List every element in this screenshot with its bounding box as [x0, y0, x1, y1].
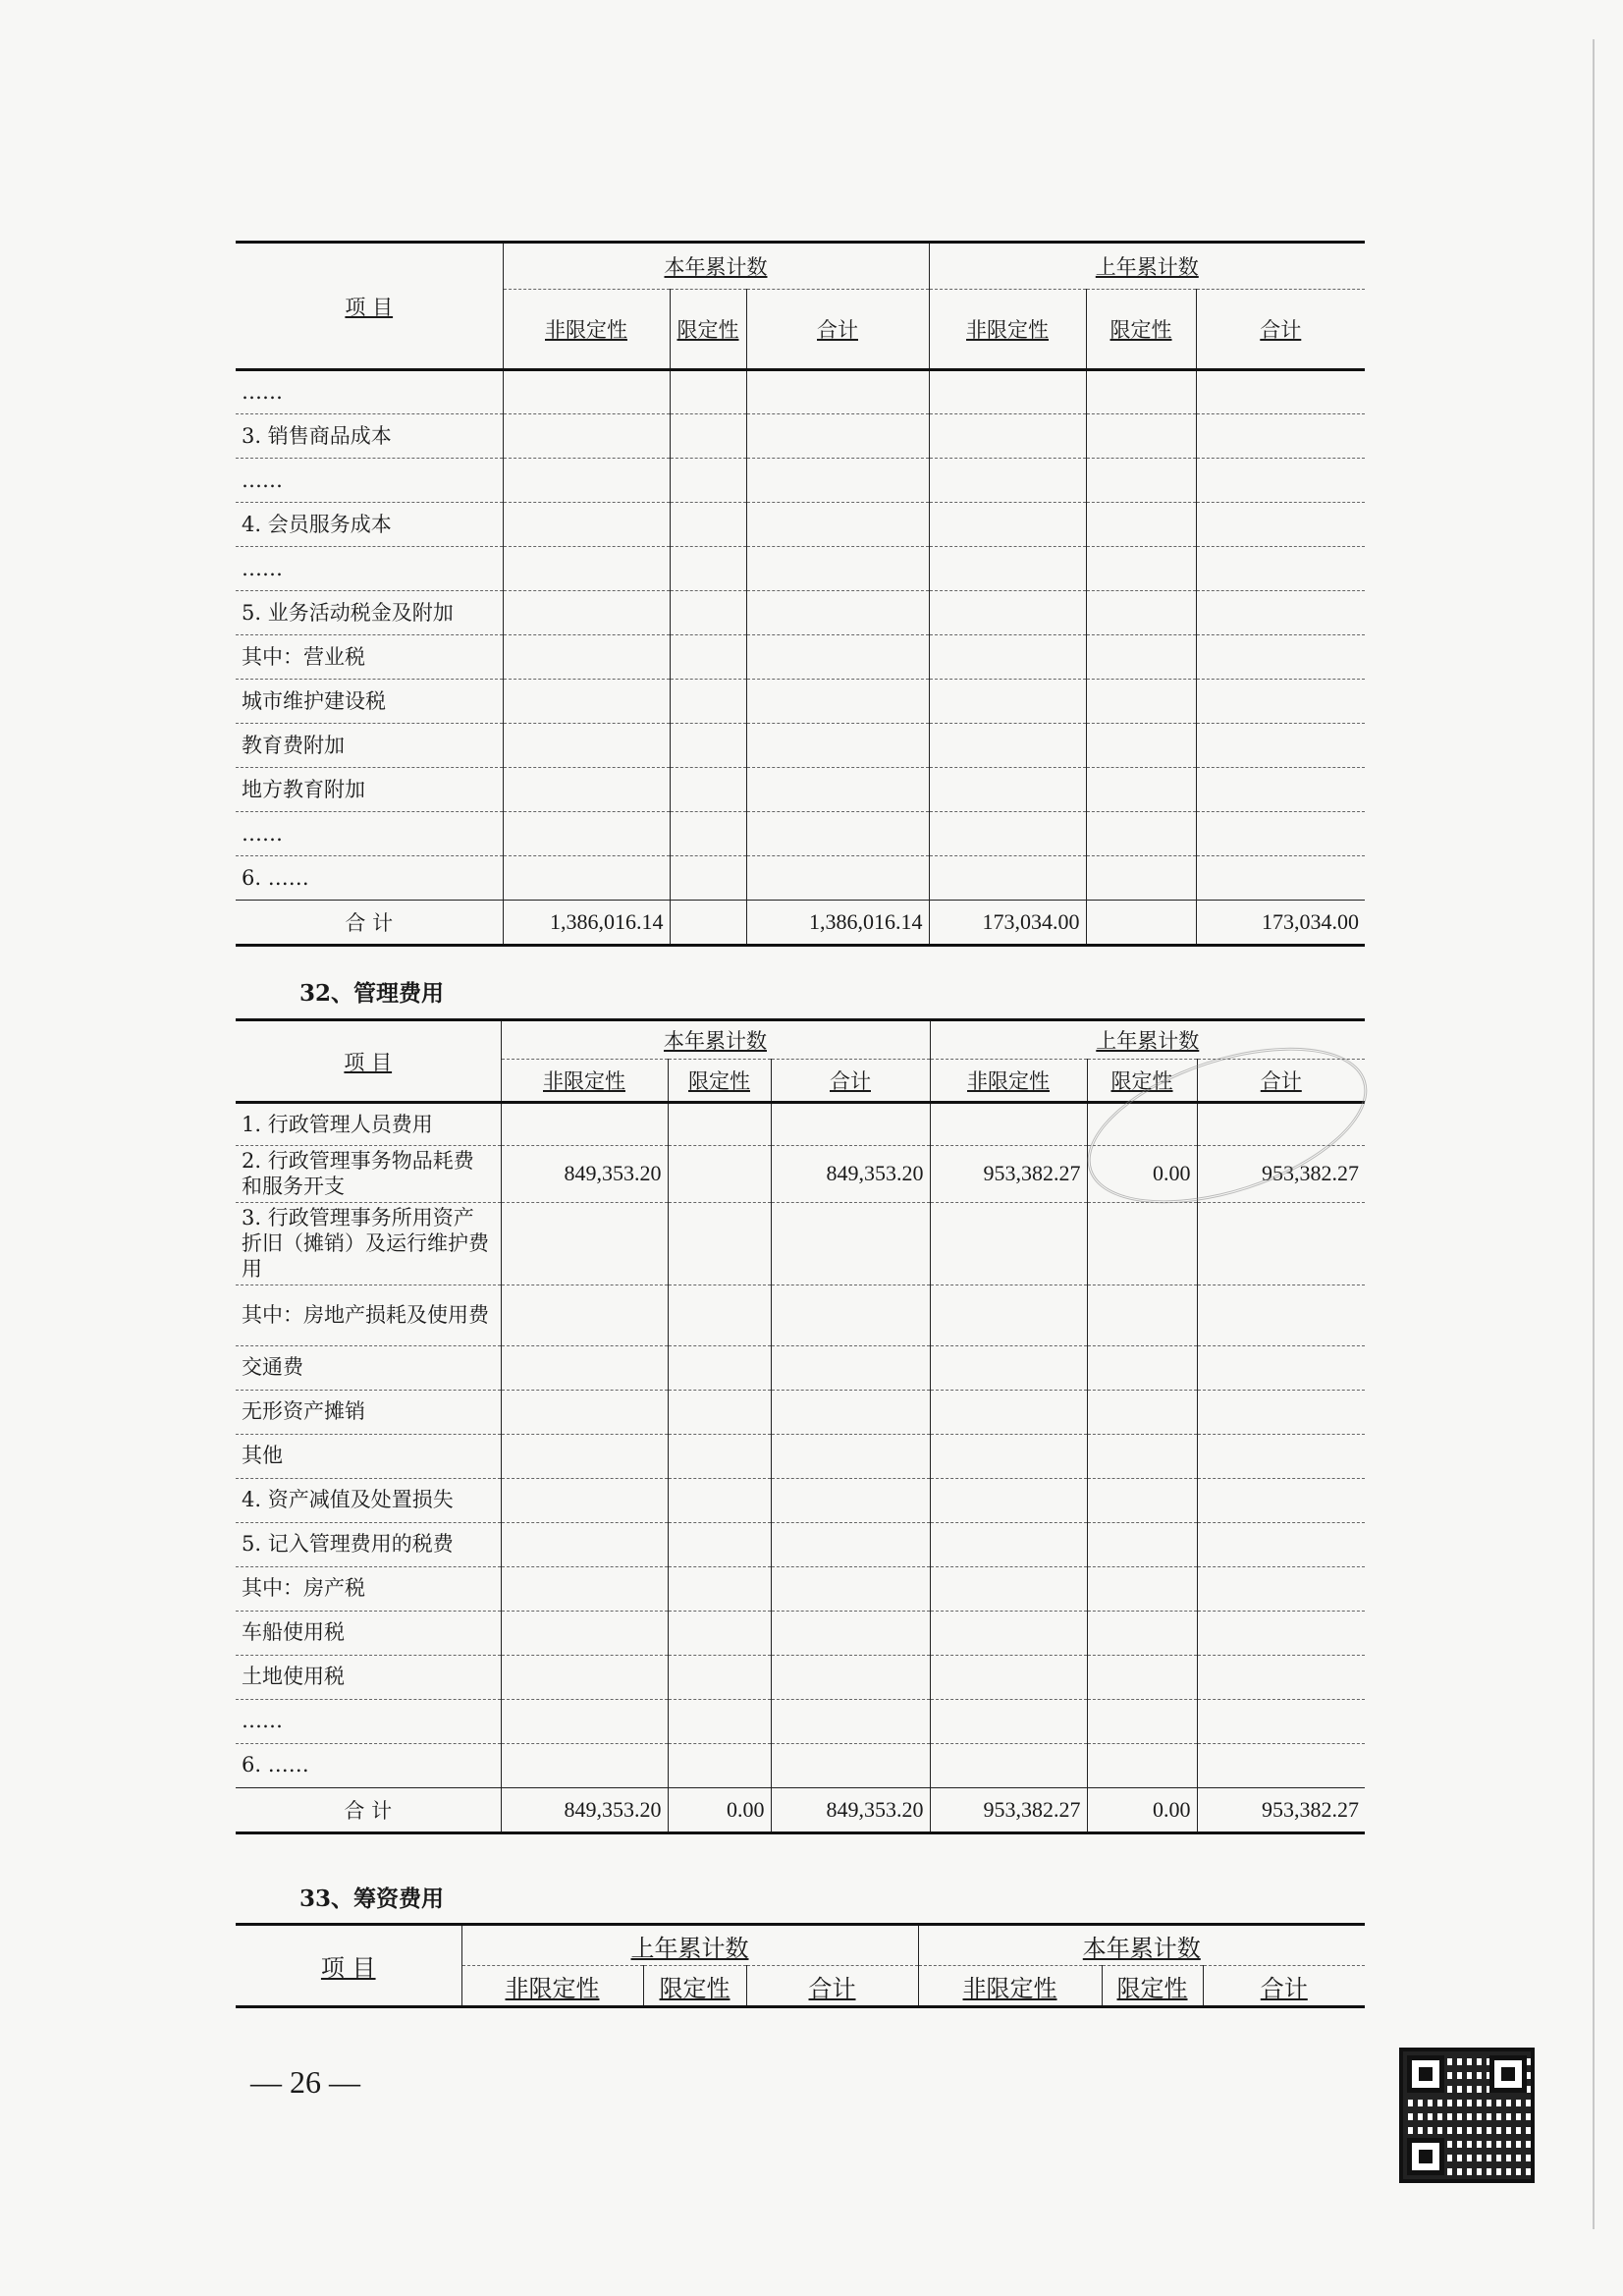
- row-label: 城市维护建设税: [236, 680, 503, 724]
- table-32-total-row: [236, 1787, 1365, 1832]
- value-cell: [670, 414, 746, 459]
- value-cell: [668, 1743, 771, 1787]
- value-cell: [1197, 1285, 1365, 1345]
- value-cell: [746, 768, 929, 812]
- value-cell: [668, 1478, 771, 1522]
- t33-header-total-1: 合计: [746, 1966, 918, 2007]
- total-prev-restricted: [1086, 901, 1196, 946]
- value-cell: [930, 1390, 1087, 1434]
- row-label: 3. 行政管理事务所用资产折旧（摊销）及运行维护费用: [236, 1202, 501, 1285]
- t32-total-prev-unrestricted: 953,382.27: [930, 1787, 1087, 1832]
- value-cell: [746, 547, 929, 591]
- value-cell: [668, 1202, 771, 1285]
- value-cell: [503, 370, 670, 414]
- t33-header-total-2: 合计: [1203, 1966, 1365, 2007]
- table-31: [236, 241, 1365, 947]
- value-cell: [746, 724, 929, 768]
- value-cell: 0.00: [1087, 1146, 1197, 1203]
- value-cell: [1086, 591, 1196, 635]
- value-cell: [503, 680, 670, 724]
- row-label: 其他: [236, 1434, 501, 1478]
- value-cell: [501, 1655, 668, 1699]
- row-label: 6. ……: [236, 1743, 501, 1787]
- table-32-row: [236, 1611, 1365, 1655]
- value-cell: [1196, 459, 1365, 503]
- header-prev-total: 合计: [1196, 290, 1365, 370]
- value-cell: [501, 1743, 668, 1787]
- total-label: 合 计: [236, 901, 503, 946]
- row-label: ……: [236, 370, 503, 414]
- value-cell: [930, 1103, 1087, 1146]
- row-label: 3. 销售商品成本: [236, 414, 503, 459]
- value-cell: [1086, 724, 1196, 768]
- value-cell: [668, 1390, 771, 1434]
- value-cell: [930, 1743, 1087, 1787]
- value-cell: [1196, 414, 1365, 459]
- value-cell: [1196, 591, 1365, 635]
- header-cur-total: 合计: [746, 290, 929, 370]
- row-label: 5. 记入管理费用的税费: [236, 1522, 501, 1566]
- value-cell: [501, 1478, 668, 1522]
- t33-header-item: 项 目: [236, 1925, 461, 2007]
- value-cell: [746, 812, 929, 856]
- header-cur-restricted: 限定性: [670, 290, 746, 370]
- value-cell: [1086, 680, 1196, 724]
- table-31-row: [236, 680, 1365, 724]
- value-cell: [668, 1434, 771, 1478]
- row-label: 无形资产摊销: [236, 1390, 501, 1434]
- value-cell: [771, 1699, 930, 1743]
- header-cur-unrestricted: 非限定性: [503, 290, 670, 370]
- value-cell: [1087, 1390, 1197, 1434]
- header-previous-year: 上年累计数: [929, 243, 1365, 290]
- table-31-body: [236, 370, 1365, 901]
- table-31-row: [236, 459, 1365, 503]
- value-cell: [1087, 1478, 1197, 1522]
- value-cell: 953,382.27: [930, 1146, 1087, 1203]
- value-cell: [1086, 370, 1196, 414]
- value-cell: [1087, 1345, 1197, 1390]
- t32-total-label: 合 计: [236, 1787, 501, 1832]
- value-cell: [668, 1146, 771, 1203]
- value-cell: [668, 1285, 771, 1345]
- row-label: 其中：营业税: [236, 635, 503, 680]
- value-cell: [501, 1285, 668, 1345]
- value-cell: [501, 1434, 668, 1478]
- row-label: ……: [236, 547, 503, 591]
- value-cell: [503, 724, 670, 768]
- value-cell: [501, 1390, 668, 1434]
- value-cell: [1196, 768, 1365, 812]
- value-cell: [1087, 1285, 1197, 1345]
- table-32-row: [236, 1434, 1365, 1478]
- header-current-year: 本年累计数: [503, 243, 929, 290]
- table-31-container: [236, 241, 1365, 947]
- value-cell: [771, 1345, 930, 1390]
- table-32-row: [236, 1390, 1365, 1434]
- value-cell: [1197, 1699, 1365, 1743]
- table-32-row: [236, 1743, 1365, 1787]
- value-cell: [930, 1566, 1087, 1611]
- value-cell: [1087, 1522, 1197, 1566]
- t32-total-prev-restricted: 0.00: [1087, 1787, 1197, 1832]
- section-32-title: 32、管理费用: [299, 980, 445, 1007]
- value-cell: [668, 1522, 771, 1566]
- value-cell: [501, 1103, 668, 1146]
- table-31-row: [236, 591, 1365, 635]
- table-31-row: [236, 503, 1365, 547]
- value-cell: [930, 1611, 1087, 1655]
- value-cell: [668, 1103, 771, 1146]
- value-cell: [1086, 768, 1196, 812]
- value-cell: [670, 459, 746, 503]
- value-cell: [746, 370, 929, 414]
- value-cell: [930, 1522, 1087, 1566]
- value-cell: [501, 1699, 668, 1743]
- t32-header-prev-unrestricted: 非限定性: [930, 1060, 1087, 1103]
- value-cell: [929, 591, 1086, 635]
- header-prev-unrestricted: 非限定性: [929, 290, 1086, 370]
- value-cell: [1196, 503, 1365, 547]
- value-cell: [1197, 1743, 1365, 1787]
- value-cell: [1196, 856, 1365, 901]
- value-cell: [668, 1655, 771, 1699]
- value-cell: [670, 547, 746, 591]
- value-cell: [670, 724, 746, 768]
- header-prev-restricted: 限定性: [1086, 290, 1196, 370]
- value-cell: [1197, 1655, 1365, 1699]
- t32-header-previous-year: 上年累计数: [930, 1020, 1365, 1060]
- value-cell: [930, 1655, 1087, 1699]
- value-cell: [1087, 1202, 1197, 1285]
- row-label: 4. 资产减值及处置损失: [236, 1478, 501, 1522]
- table-32-row: [236, 1478, 1365, 1522]
- t33-header-second-group: 本年累计数: [918, 1925, 1365, 1966]
- row-label: ……: [236, 459, 503, 503]
- table-31-row: [236, 635, 1365, 680]
- value-cell: [929, 547, 1086, 591]
- value-cell: [929, 812, 1086, 856]
- value-cell: [670, 856, 746, 901]
- value-cell: [929, 370, 1086, 414]
- value-cell: [930, 1345, 1087, 1390]
- value-cell: [1086, 503, 1196, 547]
- t32-total-cur-restricted: 0.00: [668, 1787, 771, 1832]
- value-cell: [503, 768, 670, 812]
- value-cell: [1086, 812, 1196, 856]
- t32-total-cur-unrestricted: 849,353.20: [501, 1787, 668, 1832]
- value-cell: 849,353.20: [501, 1146, 668, 1203]
- value-cell: [1197, 1566, 1365, 1611]
- value-cell: [670, 370, 746, 414]
- t32-header-cur-total: 合计: [771, 1060, 930, 1103]
- page-number: — 26 —: [250, 2064, 360, 2100]
- value-cell: [930, 1478, 1087, 1522]
- t33-header-restricted-1: 限定性: [643, 1966, 746, 2007]
- value-cell: [1197, 1611, 1365, 1655]
- value-cell: [1196, 547, 1365, 591]
- value-cell: [929, 768, 1086, 812]
- value-cell: [503, 856, 670, 901]
- value-cell: [746, 459, 929, 503]
- value-cell: [1196, 635, 1365, 680]
- row-label: 交通费: [236, 1345, 501, 1390]
- value-cell: [670, 591, 746, 635]
- value-cell: [501, 1202, 668, 1285]
- qr-code-icon: [1399, 2048, 1535, 2183]
- value-cell: [503, 414, 670, 459]
- table-32-row: [236, 1699, 1365, 1743]
- value-cell: [771, 1103, 930, 1146]
- value-cell: [1197, 1345, 1365, 1390]
- value-cell: [670, 635, 746, 680]
- value-cell: [746, 680, 929, 724]
- t32-header-cur-unrestricted: 非限定性: [501, 1060, 668, 1103]
- table-33-container: [236, 1923, 1365, 2008]
- row-label: 教育费附加: [236, 724, 503, 768]
- value-cell: [771, 1611, 930, 1655]
- value-cell: [771, 1522, 930, 1566]
- value-cell: [771, 1434, 930, 1478]
- row-label: 其中：房产税: [236, 1566, 501, 1611]
- value-cell: [1086, 459, 1196, 503]
- table-31-row: [236, 414, 1365, 459]
- table-32-row: [236, 1522, 1365, 1566]
- value-cell: [930, 1434, 1087, 1478]
- table-31-row: [236, 812, 1365, 856]
- table-31-row: [236, 370, 1365, 414]
- value-cell: [1197, 1434, 1365, 1478]
- value-cell: [670, 680, 746, 724]
- value-cell: [503, 812, 670, 856]
- value-cell: [503, 459, 670, 503]
- value-cell: [746, 591, 929, 635]
- table-31-row: [236, 547, 1365, 591]
- scan-edge-line: [1593, 39, 1595, 2229]
- value-cell: [503, 547, 670, 591]
- total-prev-total: 173,034.00: [1196, 901, 1365, 946]
- value-cell: [1197, 1390, 1365, 1434]
- value-cell: [929, 503, 1086, 547]
- value-cell: [746, 635, 929, 680]
- value-cell: [668, 1345, 771, 1390]
- table-31-row: [236, 724, 1365, 768]
- table-32-row: [236, 1285, 1365, 1345]
- value-cell: [746, 856, 929, 901]
- value-cell: [771, 1202, 930, 1285]
- value-cell: [503, 503, 670, 547]
- t33-header-unrestricted-2: 非限定性: [918, 1966, 1102, 2007]
- value-cell: [1086, 635, 1196, 680]
- value-cell: [670, 812, 746, 856]
- table-32-row: [236, 1202, 1365, 1285]
- table-32-body: [236, 1103, 1365, 1788]
- value-cell: [1196, 680, 1365, 724]
- t32-total-prev-total: 953,382.27: [1197, 1787, 1365, 1832]
- value-cell: [929, 459, 1086, 503]
- t32-header-cur-restricted: 限定性: [668, 1060, 771, 1103]
- value-cell: [1087, 1743, 1197, 1787]
- t32-header-current-year: 本年累计数: [501, 1020, 930, 1060]
- value-cell: [1087, 1566, 1197, 1611]
- row-label: 车船使用税: [236, 1611, 501, 1655]
- value-cell: [501, 1345, 668, 1390]
- row-label: 地方教育附加: [236, 768, 503, 812]
- table-32-row: [236, 1655, 1365, 1699]
- value-cell: [670, 768, 746, 812]
- row-label: 土地使用税: [236, 1655, 501, 1699]
- value-cell: [771, 1743, 930, 1787]
- value-cell: [501, 1522, 668, 1566]
- table-32-row: [236, 1345, 1365, 1390]
- value-cell: [501, 1566, 668, 1611]
- value-cell: [1196, 370, 1365, 414]
- t33-header-restricted-2: 限定性: [1102, 1966, 1203, 2007]
- row-label: 2. 行政管理事务物品耗费和服务开支: [236, 1146, 501, 1203]
- value-cell: [1197, 1202, 1365, 1285]
- value-cell: [746, 503, 929, 547]
- t32-header-prev-total: 合计: [1197, 1060, 1365, 1103]
- value-cell: [930, 1285, 1087, 1345]
- value-cell: [1087, 1699, 1197, 1743]
- value-cell: [930, 1202, 1087, 1285]
- value-cell: [929, 724, 1086, 768]
- row-label: ……: [236, 1699, 501, 1743]
- total-cur-total: 1,386,016.14: [746, 901, 929, 946]
- value-cell: [1086, 547, 1196, 591]
- value-cell: [1196, 812, 1365, 856]
- value-cell: [1197, 1478, 1365, 1522]
- value-cell: [501, 1611, 668, 1655]
- value-cell: [1196, 724, 1365, 768]
- value-cell: [929, 414, 1086, 459]
- row-label: 1. 行政管理人员费用: [236, 1103, 501, 1146]
- value-cell: [668, 1699, 771, 1743]
- value-cell: [771, 1566, 930, 1611]
- table-31-total-row: [236, 901, 1365, 946]
- value-cell: [668, 1566, 771, 1611]
- value-cell: [771, 1655, 930, 1699]
- value-cell: [771, 1390, 930, 1434]
- value-cell: 849,353.20: [771, 1146, 930, 1203]
- total-cur-restricted: [670, 901, 746, 946]
- section-33-title: 33、筹资费用: [299, 1886, 445, 1912]
- table-31-row: [236, 856, 1365, 901]
- t32-header-prev-restricted: 限定性: [1087, 1060, 1197, 1103]
- value-cell: [503, 635, 670, 680]
- value-cell: [771, 1478, 930, 1522]
- value-cell: [746, 414, 929, 459]
- row-label: 5. 业务活动税金及附加: [236, 591, 503, 635]
- value-cell: [771, 1285, 930, 1345]
- value-cell: [503, 591, 670, 635]
- value-cell: [930, 1699, 1087, 1743]
- header-item: 项 目: [236, 243, 503, 370]
- table-32-row: [236, 1566, 1365, 1611]
- value-cell: [1087, 1611, 1197, 1655]
- total-prev-unrestricted: 173,034.00: [929, 901, 1086, 946]
- value-cell: 953,382.27: [1197, 1146, 1365, 1203]
- value-cell: [1087, 1655, 1197, 1699]
- value-cell: [929, 680, 1086, 724]
- row-label: 6. ……: [236, 856, 503, 901]
- value-cell: [668, 1611, 771, 1655]
- value-cell: [1087, 1434, 1197, 1478]
- table-33: [236, 1923, 1365, 2008]
- total-cur-unrestricted: 1,386,016.14: [503, 901, 670, 946]
- value-cell: [670, 503, 746, 547]
- row-label: ……: [236, 812, 503, 856]
- row-label: 4. 会员服务成本: [236, 503, 503, 547]
- t32-total-cur-total: 849,353.20: [771, 1787, 930, 1832]
- t32-header-item: 项 目: [236, 1020, 501, 1103]
- t33-header-first-group: 上年累计数: [461, 1925, 918, 1966]
- value-cell: [929, 635, 1086, 680]
- t33-header-unrestricted-1: 非限定性: [461, 1966, 643, 2007]
- value-cell: [1197, 1522, 1365, 1566]
- table-31-row: [236, 768, 1365, 812]
- value-cell: [1086, 856, 1196, 901]
- value-cell: [1086, 414, 1196, 459]
- value-cell: [929, 856, 1086, 901]
- row-label: 其中：房地产损耗及使用费: [236, 1285, 501, 1345]
